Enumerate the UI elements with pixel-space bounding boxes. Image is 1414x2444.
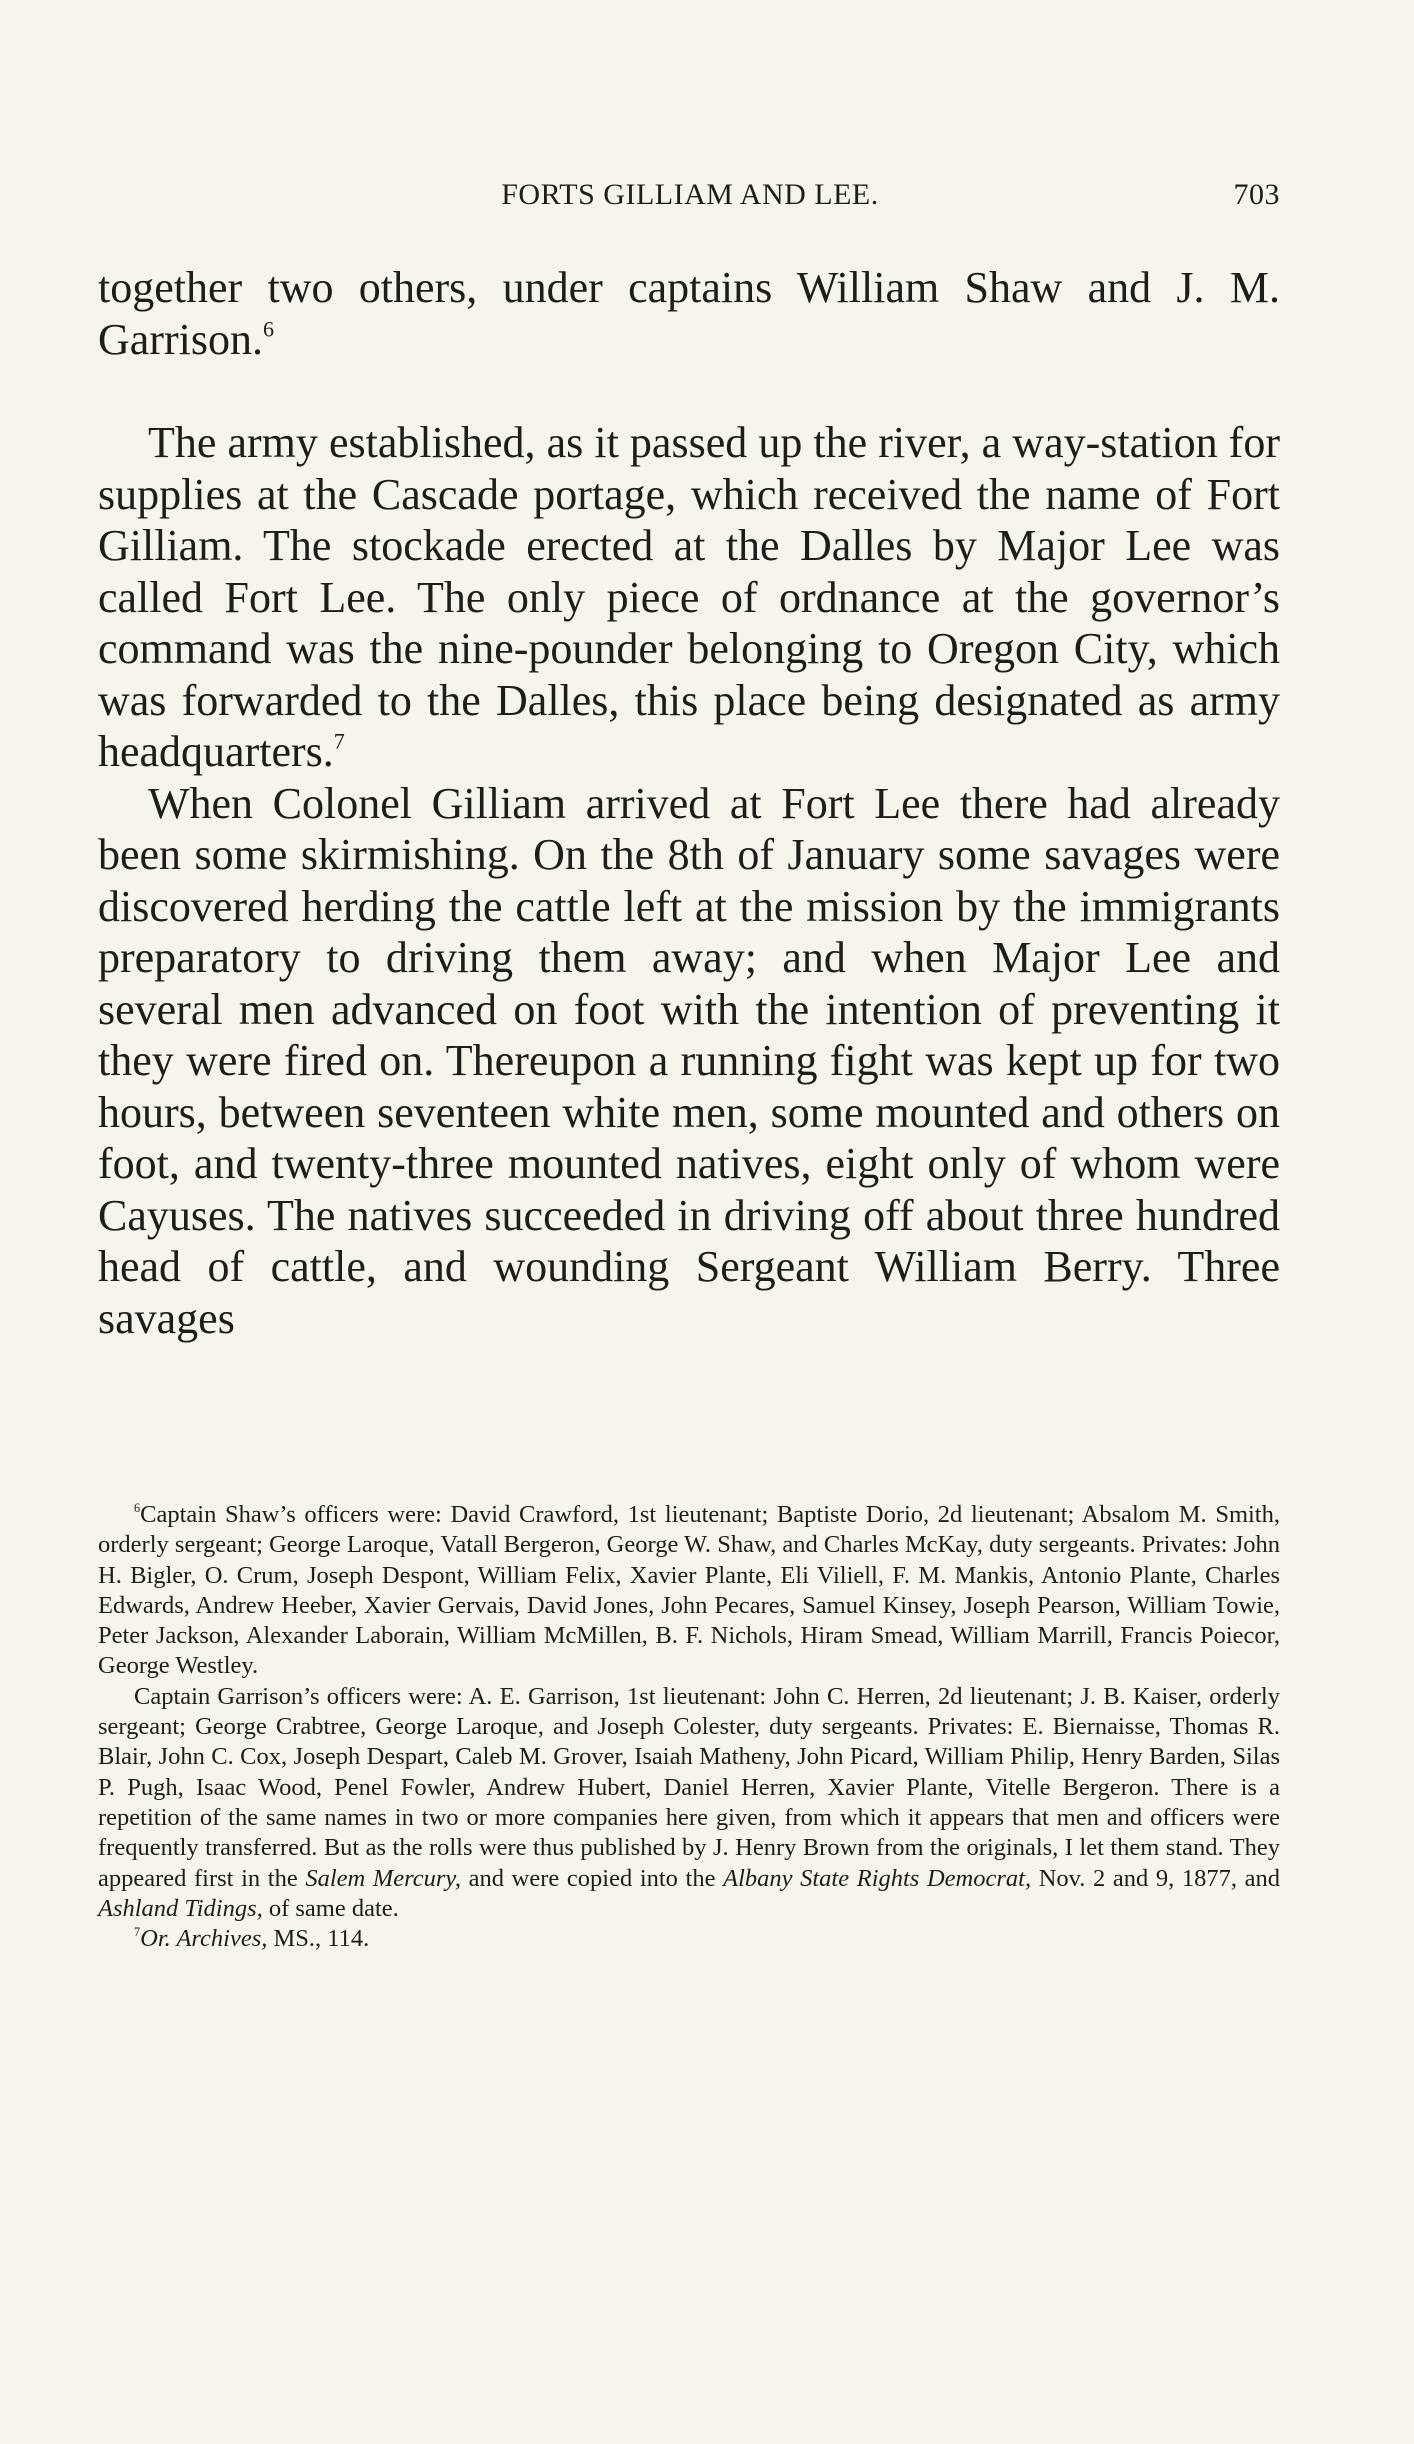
footnote-6-garrison-text-d: of same date. [262, 1894, 399, 1922]
running-head [100, 178, 1280, 218]
footnote-ref-7: 7 [333, 728, 345, 754]
footnote-7 [98, 1924, 1280, 1954]
paragraph-1-text: together two others, under captains William Shaw and J. M. Garrison. [98, 263, 1280, 364]
footnote-7-source: Or. Archives, [140, 1925, 268, 1953]
footnote-6-garrison-text: Captain Garrison’s officers were: A. E. Garrison, 1st lieutenant: John C. Herren, 2d lieutenant; J. B. Kaiser, orderly sergeant; George Crabtree, George Laroque, and Joseph Colester, duty sergeants. Privates: E. Biernaisse, Thomas R. Blair, John C. Cox, Joseph Despart, Caleb M. Grover, Isaiah Matheny, John Picard, William Philip, Henry Barden, Silas P. Pugh, Isaac Wood, Penel Fowler, Andrew Hubert, Daniel Herren, Xavier Plante, Vitelle Bergeron. There is a repetition of the same names in two or more companies here given, from which it appears that men and officers were frequently transferred. But as the rolls were thus published by J. Henry Brown from the originals, I let them stand. They appeared first in the [98, 1682, 1280, 1892]
page-number: 703 [1233, 178, 1280, 211]
footnote-6-shaw [98, 1500, 1280, 1682]
paragraph-3 [98, 778, 1280, 1345]
footnote-albany-democrat: Albany State Rights Democrat, [723, 1864, 1032, 1892]
paragraph-1 [98, 262, 1280, 365]
paragraph-2 [98, 417, 1280, 778]
footnotes [98, 1500, 1280, 1954]
footnote-salem-mercury: Salem Mercury, [305, 1864, 462, 1892]
footnote-6-shaw-text: Captain Shaw’s officers were: David Crawford, 1st lieutenant; Baptiste Dorio, 2d lieutenant; Absalom M. Smith, orderly sergeant; George Laroque, Vatall Bergeron, George W. Shaw, and Charles McKay, duty sergeants. Privates: John H. Bigler, O. Crum, Joseph Despont, William Felix, Xavier Plante, Eli Viliell, F. M. Mankis, Antonio Plante, Charles Edwards, Andrew Heeber, Xavier Gervais, David Jones, John Pecares, Samuel Kinsey, Joseph Pearson, William Towie, Peter Jackson, Alexander Laborain, William McMillen, B. F. Nichols, Hiram Smead, William Marrill, Francis Poiecor, George Westley. [98, 1501, 1280, 1680]
paragraph-2-text: The army established, as it passed up the river, a way-station for supplies at the Cascade portage, which received the name of Fort Gilliam. The stockade erected at the Dalles by Major Lee was called Fort Lee. The only piece of ordnance at the governor’s command was the nine-pounder belonging to Oregon City, which was forwarded to the Dalles, this place being designated as army headquarters. [98, 418, 1280, 776]
footnote-7-text: MS., 114. [267, 1925, 370, 1953]
footnote-6-garrison-text-b: and were copied into the [461, 1864, 724, 1892]
footnote-ashland-tidings: Ashland Tidings, [98, 1894, 263, 1922]
footnote-6-garrison [98, 1682, 1280, 1924]
footnote-6-marker: 6 [134, 1501, 141, 1516]
body-text [98, 262, 1280, 1344]
paragraph-3-text: When Colonel Gilliam arrived at Fort Lee there had already been some skirmishing. On the 8th of January some savages were discovered herding the cattle left at the mission by the immigrants preparatory to driving them away; and when Major Lee and several men advanced on foot with the intention of preventing it they were fired on. Thereupon a running fight was kept up for two hours, between seventeen white men, some mounted and others on foot, and twenty-three mounted natives, eight only of whom were Cayuses. The natives succeeded in driving off about three hundred head of cattle, and wounding Sergeant William Berry. Three savages [98, 778, 1280, 1343]
footnote-7-marker: 7 [134, 1925, 141, 1940]
chapter-title: FORTS GILLIAM AND LEE. [501, 178, 879, 211]
footnote-ref-6: 6 [262, 315, 274, 341]
footnote-6-garrison-text-c: Nov. 2 and 9, 1877, and [1031, 1864, 1281, 1892]
